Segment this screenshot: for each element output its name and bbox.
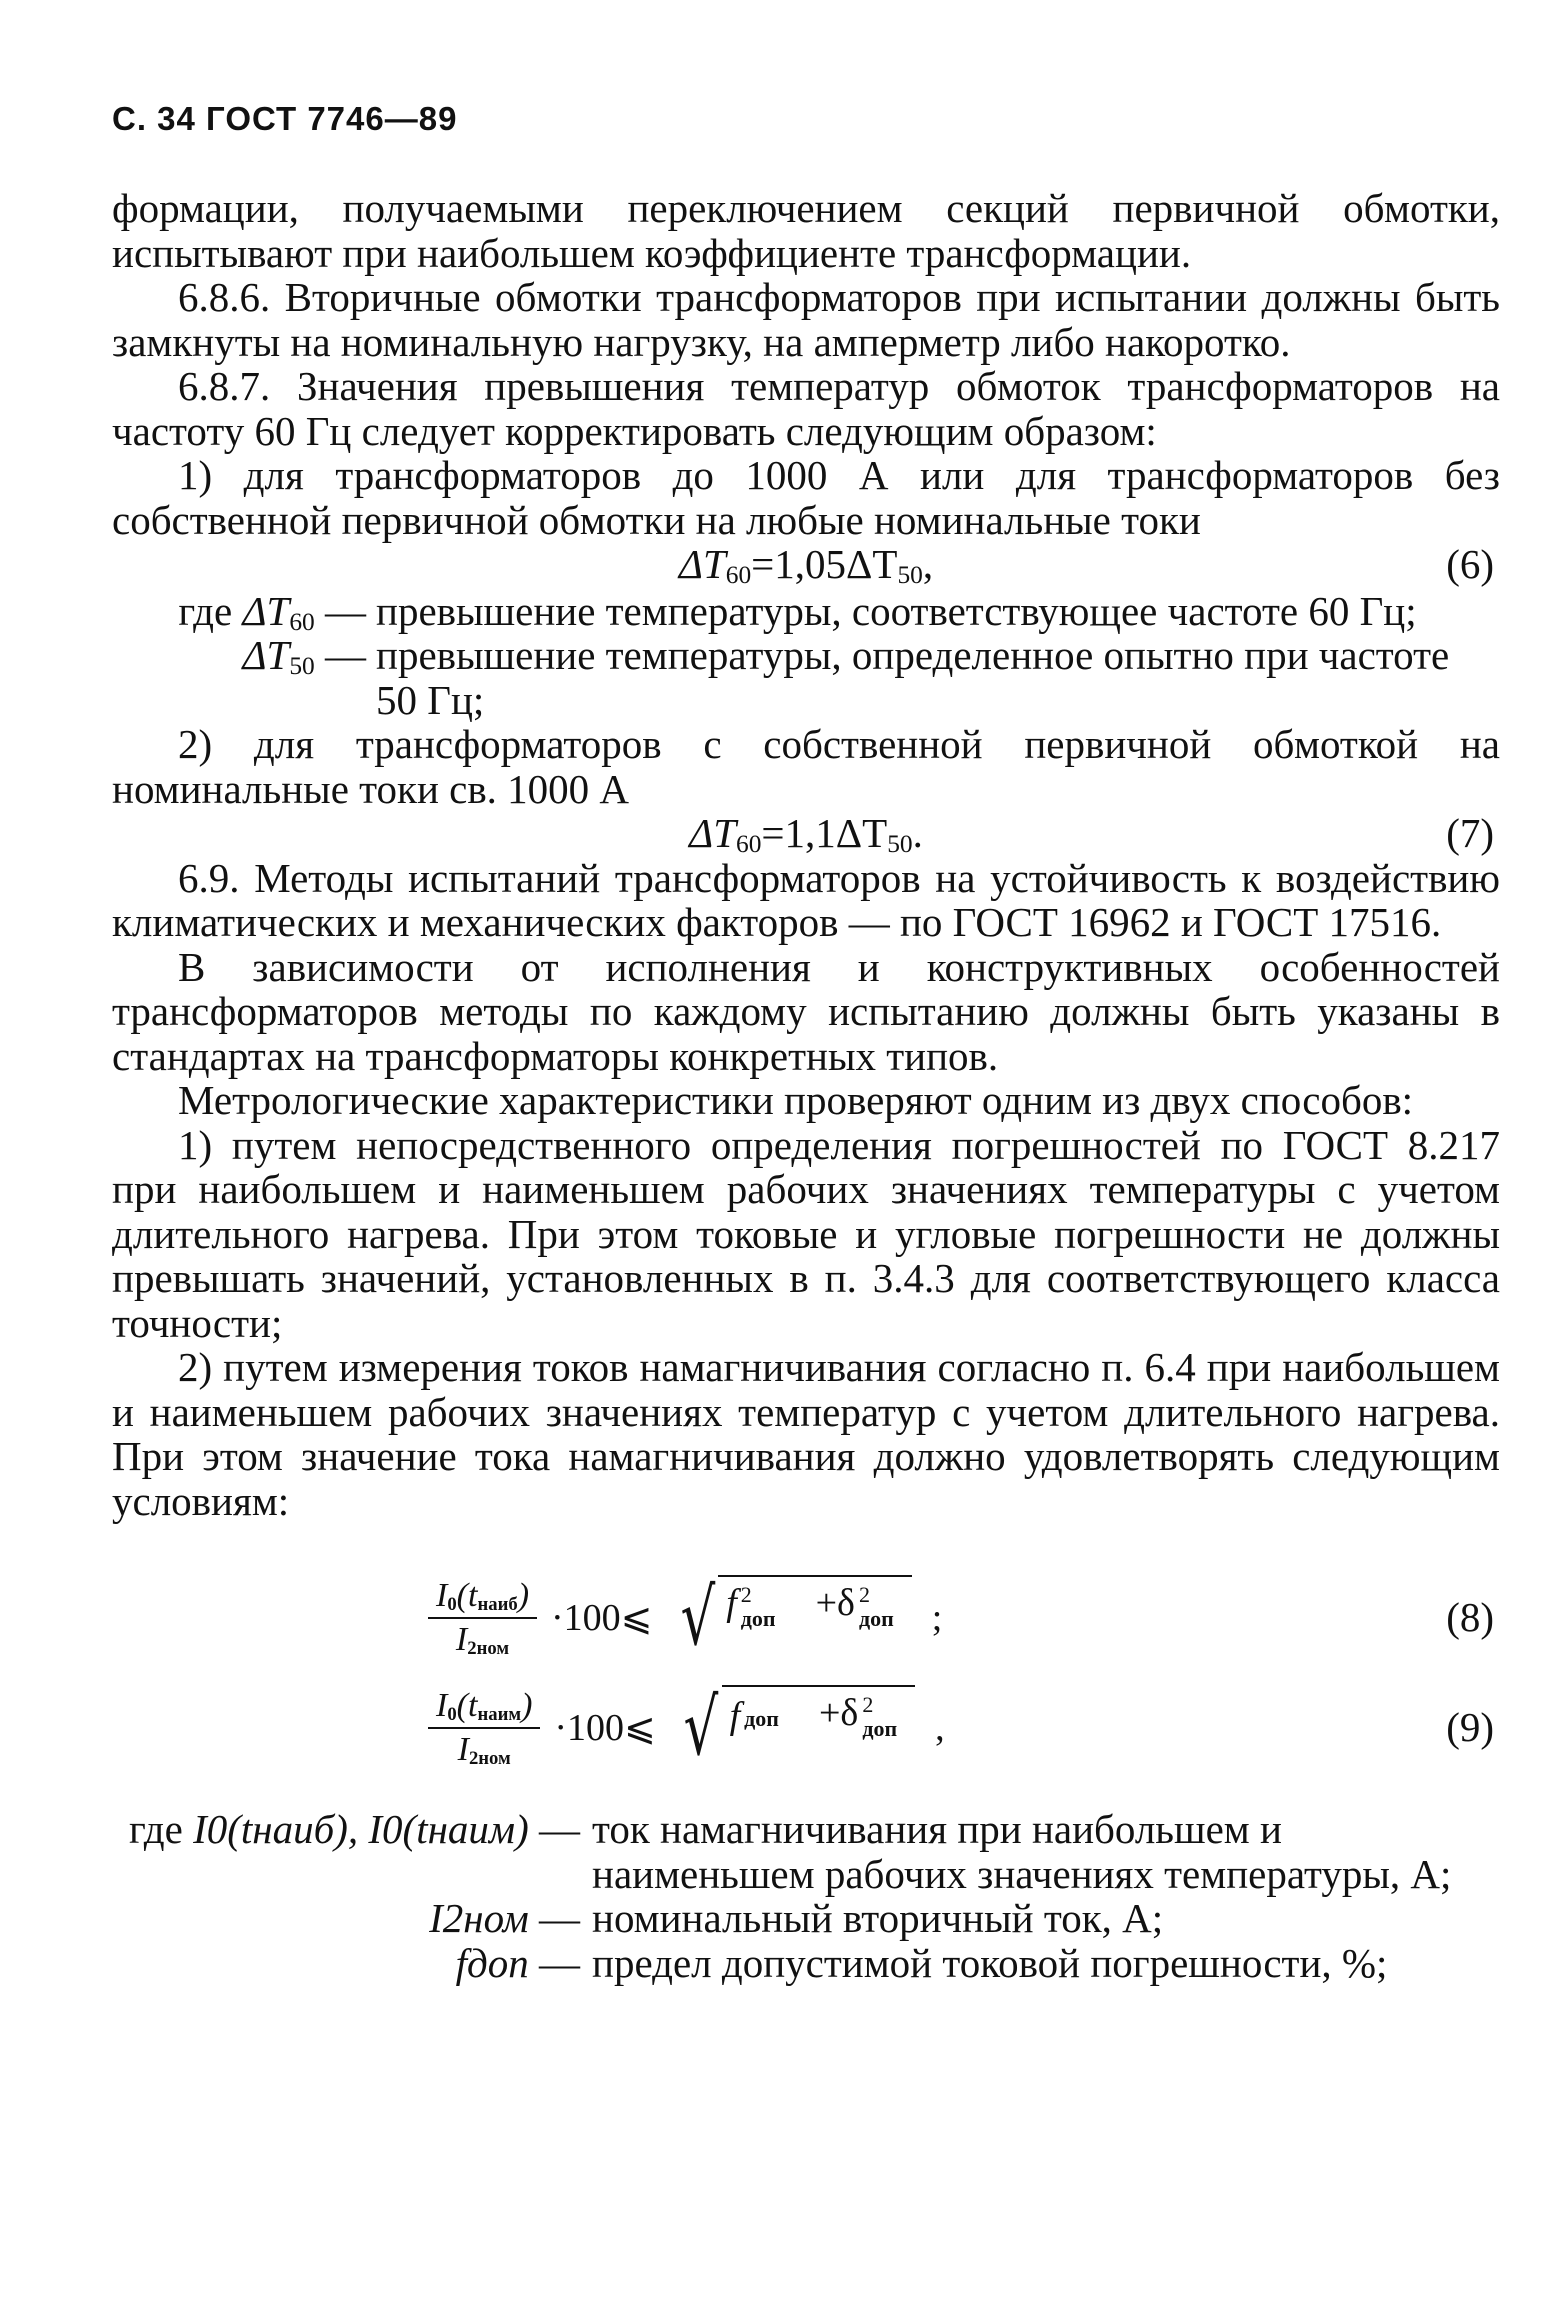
paragraph: 1) путем непосредственного определения погрешностей по ГОСТ 8.217 при наибольшем и наименьшем рабочих значениях температуры с учетом длительного нагрева. При этом токовые и угловые погрешности не должны превышать значений, установленных в п. 3.4.3 для соответствующего класса точности;: [112, 1121, 1500, 1346]
frac-num-sub: 0: [447, 1594, 457, 1615]
formula-9: [112, 1673, 1500, 1783]
def-lead: где: [178, 587, 243, 634]
def-desc: номинальный вторичный ток, А;: [592, 1895, 1164, 1941]
rad-term: f: [729, 1694, 741, 1737]
formula-subscript: 50: [887, 830, 913, 858]
frac-num-arg: (t: [456, 1687, 478, 1724]
formula-number: (8): [1446, 1594, 1494, 1640]
definitions-list: [112, 589, 1500, 723]
formula-text: =1,1ΔT: [761, 810, 888, 856]
def-dash: —: [528, 1806, 580, 1852]
rad-term: +δ: [815, 1582, 855, 1625]
def-dash: —: [528, 1939, 580, 1986]
formula-8: [112, 1563, 1500, 1673]
frac-num: I: [436, 1687, 448, 1724]
paragraph: В зависимости от исполнения и конструктивных особенностей трансформаторов методы по каждому испытанию должны быть указаны в стандартах на трансформаторы конкретных типов.: [112, 943, 1500, 1079]
paragraph: Метрологические характеристики проверяют одним из двух способов:: [178, 1077, 1414, 1123]
rad-sub: доп: [744, 1706, 779, 1732]
def-desc: предел допустимой токовой погрешности, %;: [592, 1939, 1388, 1986]
rad-sub: доп: [858, 1605, 894, 1631]
formula-number: (9): [1446, 1704, 1494, 1750]
def-term: I0(tнаиб), I0(tнаим): [193, 1806, 529, 1852]
frac-num-arg-sub: наиб: [477, 1594, 518, 1615]
radical-sign: √: [679, 1573, 715, 1663]
frac-den-sub: 2ном: [468, 1748, 511, 1769]
def-desc: ток намагничивания при наибольшем и наименьшем рабочих значениях температуры, А;: [592, 1806, 1452, 1897]
rad-sub: доп: [862, 1715, 898, 1741]
paragraph: 6.8.7. Значения превышения температур обмоток трансформаторов на частоту 60 Гц следует корректировать следующим образом:: [112, 363, 1500, 454]
definition: [112, 1896, 1500, 1941]
formula-symbol: ΔT: [689, 810, 736, 856]
body-text: [112, 186, 1500, 1985]
radical: [673, 1573, 912, 1663]
fraction: [428, 1575, 537, 1661]
definition: [112, 633, 1500, 722]
def-term: I2ном: [429, 1895, 529, 1941]
def-dash: —: [528, 1895, 580, 1941]
def-term-sub: 50: [289, 652, 315, 680]
formula-operator: ·100⩽: [554, 1706, 656, 1749]
paragraph: 6.9. Методы испытаний трансформаторов на устойчивость к воздействию климатических и механических факторов — по ГОСТ 16962 и ГОСТ 17516.: [112, 854, 1500, 945]
definition: [112, 589, 1500, 634]
paragraph: формации, получаемыми переключением секций первичной обмотки, испытывают при наибольшем коэффициенте трансформации.: [112, 185, 1500, 276]
rad-term: f: [726, 1582, 737, 1625]
formula-punct: .: [912, 810, 923, 856]
page-header: С. 34 ГОСТ 7746—89: [112, 100, 458, 137]
definition: [112, 1941, 1500, 1986]
radical: [676, 1683, 915, 1773]
rad-term: +δ: [818, 1692, 859, 1735]
def-term: ΔT: [242, 587, 290, 634]
formula-symbol: ΔT: [678, 541, 726, 587]
formula-subscript: 50: [897, 561, 923, 589]
paragraph: 2) для трансформаторов с собственной первичной обмоткой на номинальные токи св. 1000 А: [112, 721, 1500, 812]
radical-sign: √: [683, 1683, 719, 1773]
definition: [112, 1807, 1500, 1896]
frac-num-close: ): [521, 1687, 533, 1724]
formula-6: [112, 542, 1500, 587]
paragraph: 1) для трансформаторов до 1000 А или для трансформаторов без собственной первичной обмотки на любые номинальные токи: [112, 452, 1500, 543]
def-desc: превышение температуры, соответствующее частоте 60 Гц;: [376, 587, 1417, 634]
frac-num-arg-sub: наим: [477, 1704, 522, 1725]
fraction: [428, 1685, 540, 1771]
document-page: [112, 100, 1500, 1985]
formula-subscript: 60: [736, 830, 762, 858]
formula-punct: ,: [922, 541, 934, 587]
frac-num-close: ): [517, 1577, 530, 1614]
rad-sub: доп: [740, 1605, 776, 1631]
def-lead: где: [128, 1806, 194, 1852]
paragraph: 2) путем измерения токов намагничивания согласно п. 6.4 при наибольшем и наименьшем рабочих значениях температур с учетом длительного нагрева. При этом значение тока намагничивания должно удовлетворять следующим условиям:: [112, 1344, 1500, 1524]
formula-subscript: 60: [725, 561, 752, 589]
rad-sup: 2: [740, 1581, 752, 1607]
formula-7: [112, 811, 1500, 856]
frac-den-sub: 2ном: [467, 1638, 510, 1659]
rad-sup: 2: [858, 1581, 870, 1607]
frac-den: I: [457, 1731, 469, 1768]
paragraph: 6.8.6. Вторичные обмотки трансформаторов при испытании должны быть замкнуты на номинальную нагрузку, на амперметр либо накоротко.: [112, 274, 1500, 365]
formula-number: (6): [1446, 541, 1494, 587]
formula-punct: ,: [935, 1706, 945, 1749]
frac-num-arg: (t: [456, 1577, 478, 1614]
frac-num-sub: 0: [447, 1704, 457, 1725]
def-desc: превышение температуры, определенное опытно при частоте 50 Гц;: [376, 632, 1450, 723]
def-term-sub: 60: [289, 607, 315, 636]
formula-punct: ;: [931, 1596, 943, 1639]
formula-number: (7): [1446, 810, 1494, 856]
frac-den: I: [455, 1621, 468, 1658]
formula-operator: ·100⩽: [551, 1596, 653, 1639]
frac-num: I: [436, 1577, 448, 1614]
def-term: fдоп: [455, 1939, 529, 1986]
rad-sup: 2: [862, 1691, 874, 1717]
def-dash: —: [314, 587, 366, 634]
def-term: ΔT: [242, 632, 290, 678]
formula-text: =1,05ΔT: [751, 541, 898, 587]
def-dash: —: [314, 632, 366, 678]
